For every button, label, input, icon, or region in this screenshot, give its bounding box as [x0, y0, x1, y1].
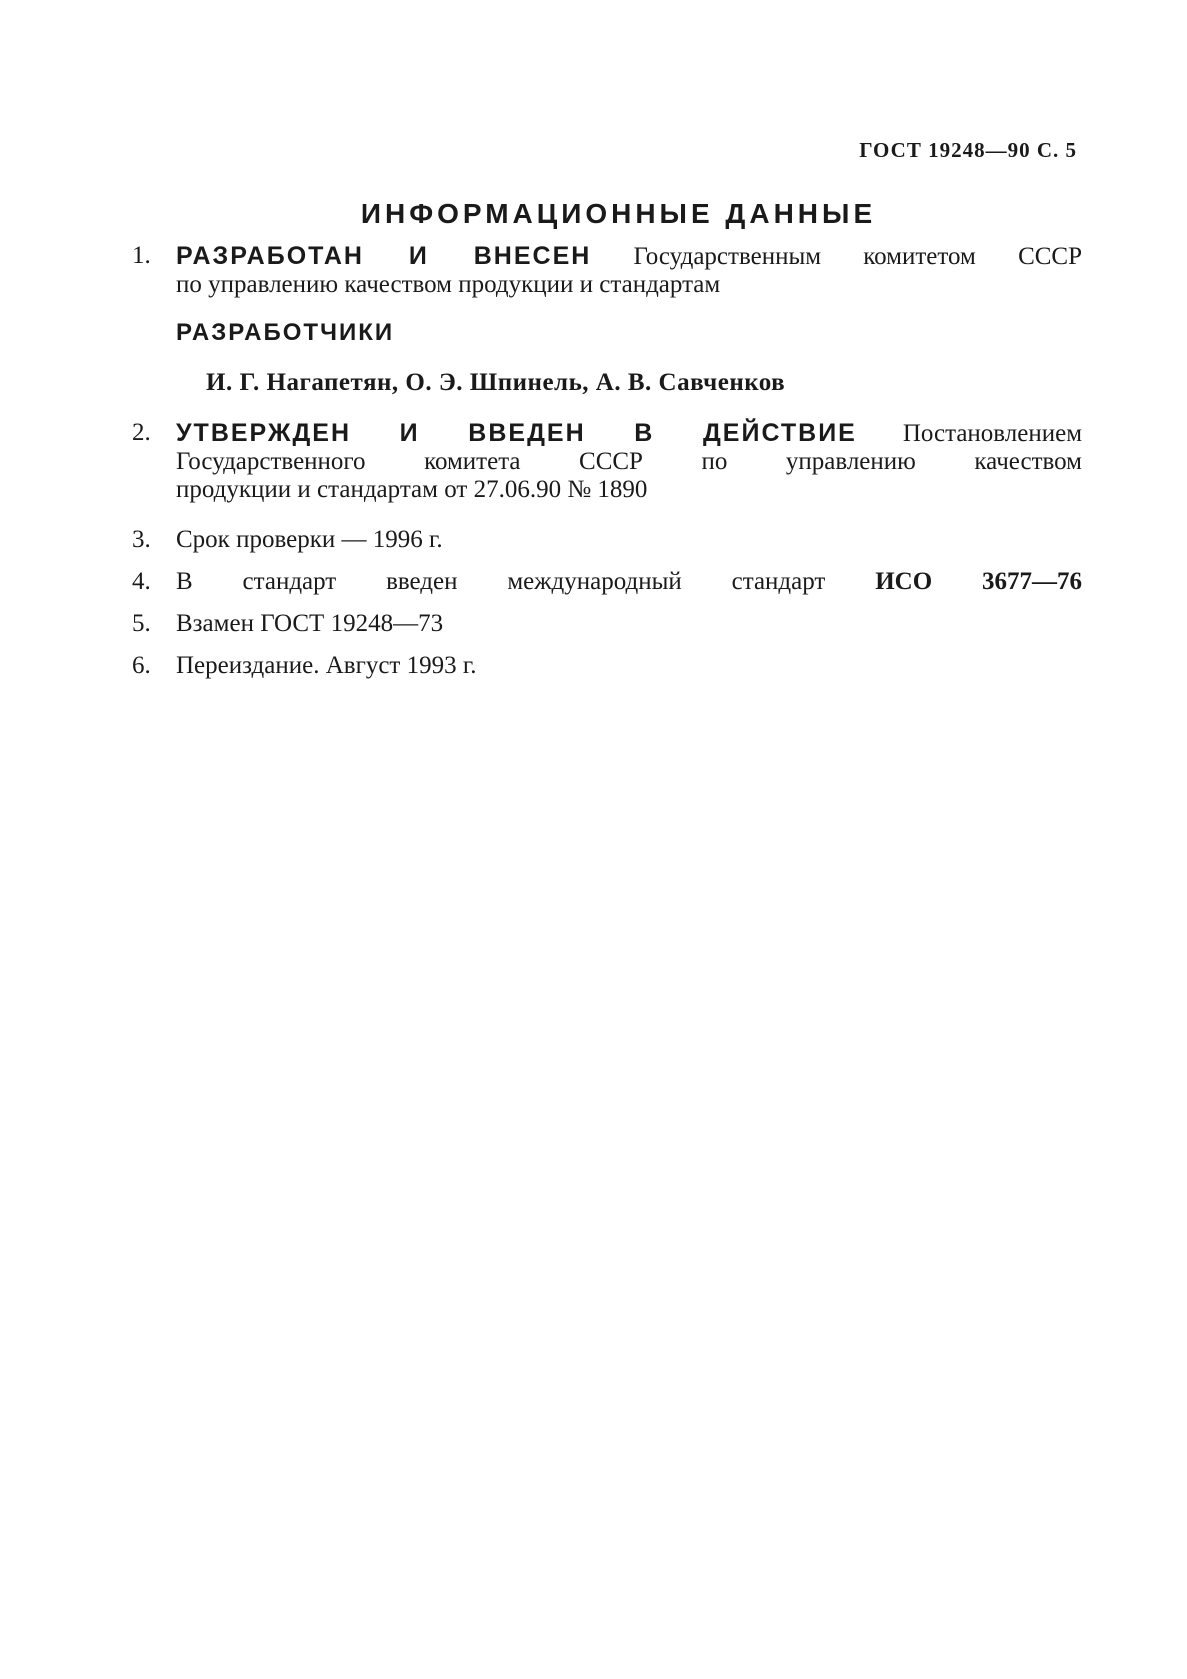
item-line — [176, 419, 1082, 448]
item-text: Переиздание. Август 1993 г. — [176, 652, 477, 679]
list-item — [132, 526, 1082, 554]
item-number: 6. — [132, 652, 151, 679]
item-line: продукции и стандартам от 27.06.90 № 1890 — [176, 476, 648, 503]
developers-names: И. Г. Нагапетян, О. Э. Шпинель, А. В. Савченков — [206, 369, 786, 396]
list-item — [132, 419, 1082, 504]
item-number: 1. — [132, 242, 151, 269]
item-number: 3. — [132, 526, 151, 553]
item-number: 4. — [132, 568, 151, 595]
item-standard-ref: ИСО 3677—76 — [875, 568, 1083, 595]
item-text: Постановлением — [902, 420, 1083, 447]
item-text: В стандарт введен международный стандарт — [176, 568, 826, 595]
item-number: 2. — [132, 419, 151, 446]
item-text: Взамен ГОСТ 19248—73 — [176, 610, 444, 637]
item-number: 5. — [132, 610, 151, 637]
item-line — [176, 242, 1082, 271]
list-item — [132, 242, 1082, 397]
document-title: ИНФОРМАЦИОННЫЕ ДАННЫЕ — [360, 198, 877, 229]
info-list — [132, 242, 1082, 694]
item-lead: УТВЕРЖДЕН И ВВЕДЕН В ДЕЙСТВИЕ — [176, 419, 857, 447]
item-text: Государственным комитетом СССР — [633, 243, 1082, 270]
list-item — [132, 652, 1082, 680]
item-line: Государственного комитета СССР по управлению качеством — [176, 448, 1082, 475]
item-text: Срок проверки — 1996 г. — [176, 526, 443, 553]
list-item — [132, 568, 1082, 596]
developers-heading: РАЗРАБОТЧИКИ — [176, 319, 395, 346]
page-reference: ГОСТ 19248—90 С. 5 — [859, 138, 1077, 162]
item-line: по управлению качеством продукции и стандартам — [176, 271, 721, 298]
item-line — [176, 568, 1082, 596]
list-item — [132, 610, 1082, 638]
item-lead: РАЗРАБОТАН И ВНЕСЕН — [176, 242, 592, 270]
